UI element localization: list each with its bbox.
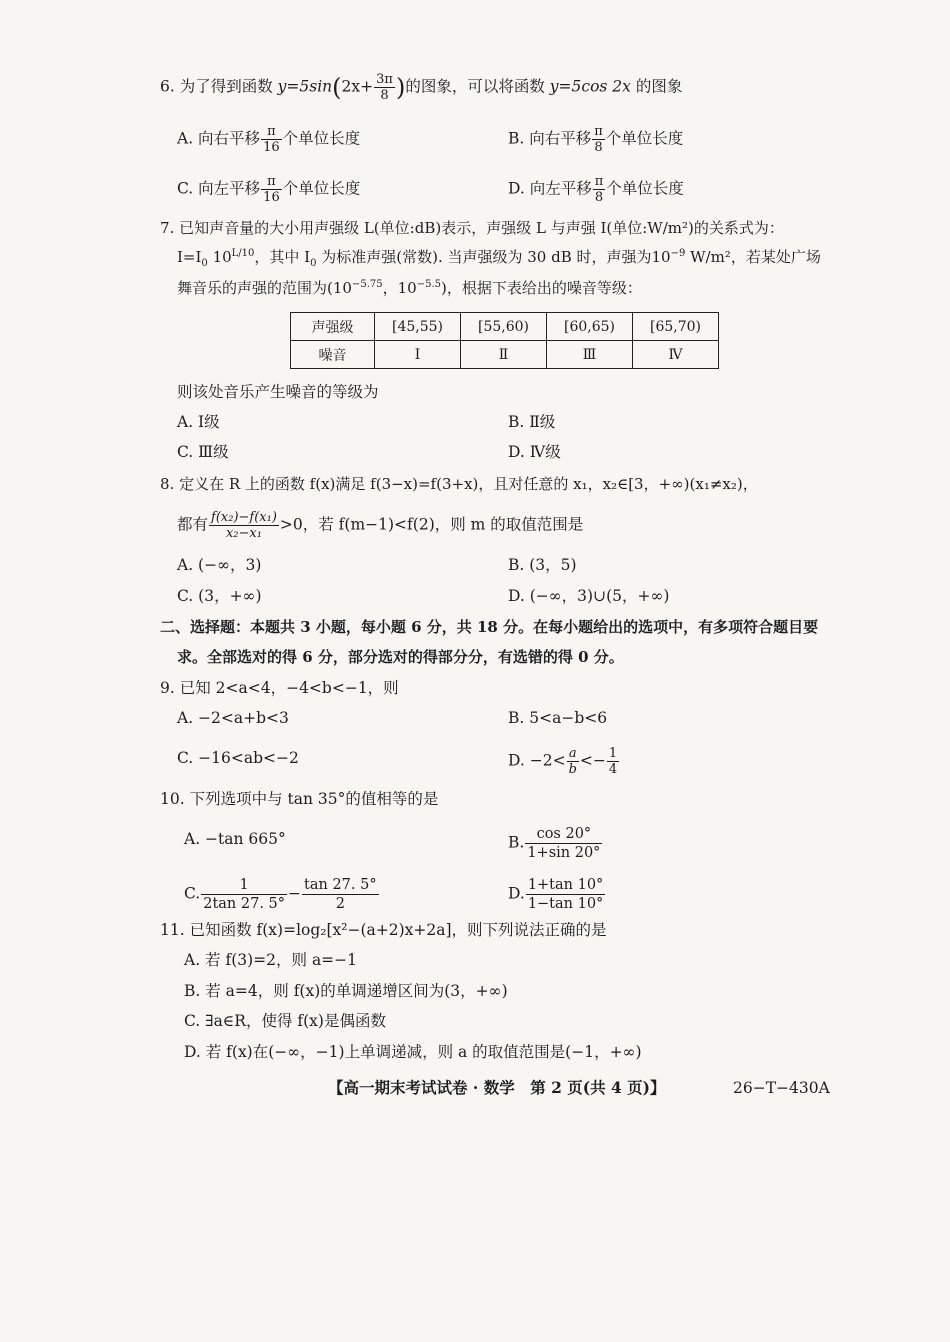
q6-target: y=5cos 2x [549,77,631,96]
table-row [291,341,719,369]
table-cell: Ⅲ [547,341,633,369]
table-cell: Ⅰ [375,341,461,369]
q7-line2: $I=I_0$ $10^{L/10}$，其中 $I_0$ 为标准声强(常数). 当声强级为 30 dB 时，声强为$10^{-9}$ W/m²，若某处广场 [177,248,821,269]
table-cell: 噪音 [291,341,375,369]
q7-option-a: A. Ⅰ级 [177,413,220,431]
q6-option-c: C. 向左平移 $\frac{\pi}{16}$ 个单位长度 [177,174,361,205]
table-row [291,313,719,341]
q7-option-b: B. Ⅱ级 [508,413,556,431]
q7-line1: 7. 已知声音量的大小用声强级 L(单位:dB)表示，声强级 L 与声强 I(单位:W/m²)的关系式为： [160,219,784,237]
q11-option-b: B. 若 a=4，则 f(x)的单调递增区间为(3，+∞) [184,982,508,1000]
q9-option-a: A. −2<a+b<3 [177,709,289,727]
q6-inner-frac: $\frac{3\pi}{8}$ [376,72,393,103]
table-cell: [55,60) [461,313,547,341]
q8-option-c: C. (3，+∞) [177,587,262,605]
q8-frac: $\frac{\text{f(x₂)−f(x₁)}}{\text{x₂−x₁}}$ [211,510,277,541]
table-cell: 声强级 [291,313,375,341]
q6-stem-a: 6. 为了得到函数 [160,77,273,96]
table-cell: [60,65) [547,313,633,341]
q11-option-c: C. ∃a∈R，使得 f(x)是偶函数 [184,1012,386,1030]
q6-stem-c: 的图象 [635,77,683,96]
q8-line2: 都有 $\frac{\text{f(x₂)−f(x₁)}}{\text{x₂−x₁}}$ >0，若 f(m−1)<f(2)，则 m 的取值范围是 [177,510,584,541]
table-cell: [65,70) [633,313,719,341]
q9-stem: 9. 已知 2<a<4，−4<b<−1，则 [160,679,399,697]
q6-stem: 6. 为了得到函数 y=5sin(2x+ $\frac{3\pi}{8}$ )的图象，可以将函数 y=5cos 2x 的图象 [160,72,683,103]
q10-option-c: C. $\frac{1}{2\tan 27. 5^\circ}$ − $\frac{\tan 27. 5^\circ}{2}$ [184,877,377,912]
paper-code: 26−T−430A [733,1079,830,1097]
q6-func: y=5sin [277,77,333,96]
q10-option-a: A. −tan 665° [184,830,286,848]
q7-option-d: D. Ⅳ级 [508,443,561,461]
q6-inner: 2x+ [341,77,374,96]
q6-option-b: B. 向右平移 $\frac{\pi}{8}$ 个单位长度 [508,124,684,155]
q10-option-d: D. $\frac{1+\tan 10^\circ}{1-\tan 10^\circ}$ [508,877,604,912]
section2-line2: 求。全部选对的得 6 分，部分选对的得部分分，有选错的得 0 分。 [177,648,624,666]
noise-level-table [290,312,719,369]
q10-option-b: B. $\frac{\cos 20^\circ}{1+\sin 20^\circ}$ [508,826,601,861]
q6-option-a: A. 向右平移 $\frac{\pi}{16}$ 个单位长度 [177,124,361,155]
page-footer-label: 【高一期末考试试卷 · 数学 第 2 页(共 4 页)】 [328,1078,666,1097]
section2-line1: 二、选择题：本题共 3 小题，每小题 6 分，共 18 分。在每小题给出的选项中，有多项符合题目要 [160,618,819,636]
q6-stem-b: 的图象，可以将函数 [405,77,545,96]
q11-stem: 11. 已知函数 f(x)=log₂[x²−(a+2)x+2a]，则下列说法正确的是 [160,921,607,939]
q9-option-b: B. 5<a−b<6 [508,709,608,727]
table-cell: [45,55) [375,313,461,341]
q7-line3: 舞音乐的声强的范围为($10^{-5.75}$，$10^{-5.5}$)，根据下表给出的噪音等级： [177,279,642,297]
q9-option-c: C. −16<ab<−2 [177,749,299,767]
q10-stem: 10. 下列选项中与 tan 35°的值相等的是 [160,790,439,808]
q7-option-c: C. Ⅲ级 [177,443,229,461]
q8-option-d: D. (−∞，3)∪(5，+∞) [508,587,670,605]
q9-option-d: D. −2< $\frac{a}{b}$ <− $\frac{1}{4}$ [508,746,618,777]
table-cell: Ⅱ [461,341,547,369]
q7-question: 则该处音乐产生噪音的等级为 [177,383,379,401]
q8-option-a: A. (−∞，3) [177,556,262,574]
q11-option-d: D. 若 f(x)在(−∞，−1)上单调递减，则 a 的取值范围是(−1，+∞) [184,1043,642,1061]
table-cell: Ⅳ [633,341,719,369]
q6-option-d: D. 向左平移 $\frac{\pi}{8}$ 个单位长度 [508,174,684,205]
q11-option-a: A. 若 f(3)=2，则 a=−1 [184,951,358,969]
q8-line1: 8. 定义在 R 上的函数 f(x)满足 f(3−x)=f(3+x)，且对任意的 x₁，x₂∈[3，+∞)(x₁≠x₂)， [160,475,758,493]
q8-option-b: B. (3，5) [508,556,577,574]
